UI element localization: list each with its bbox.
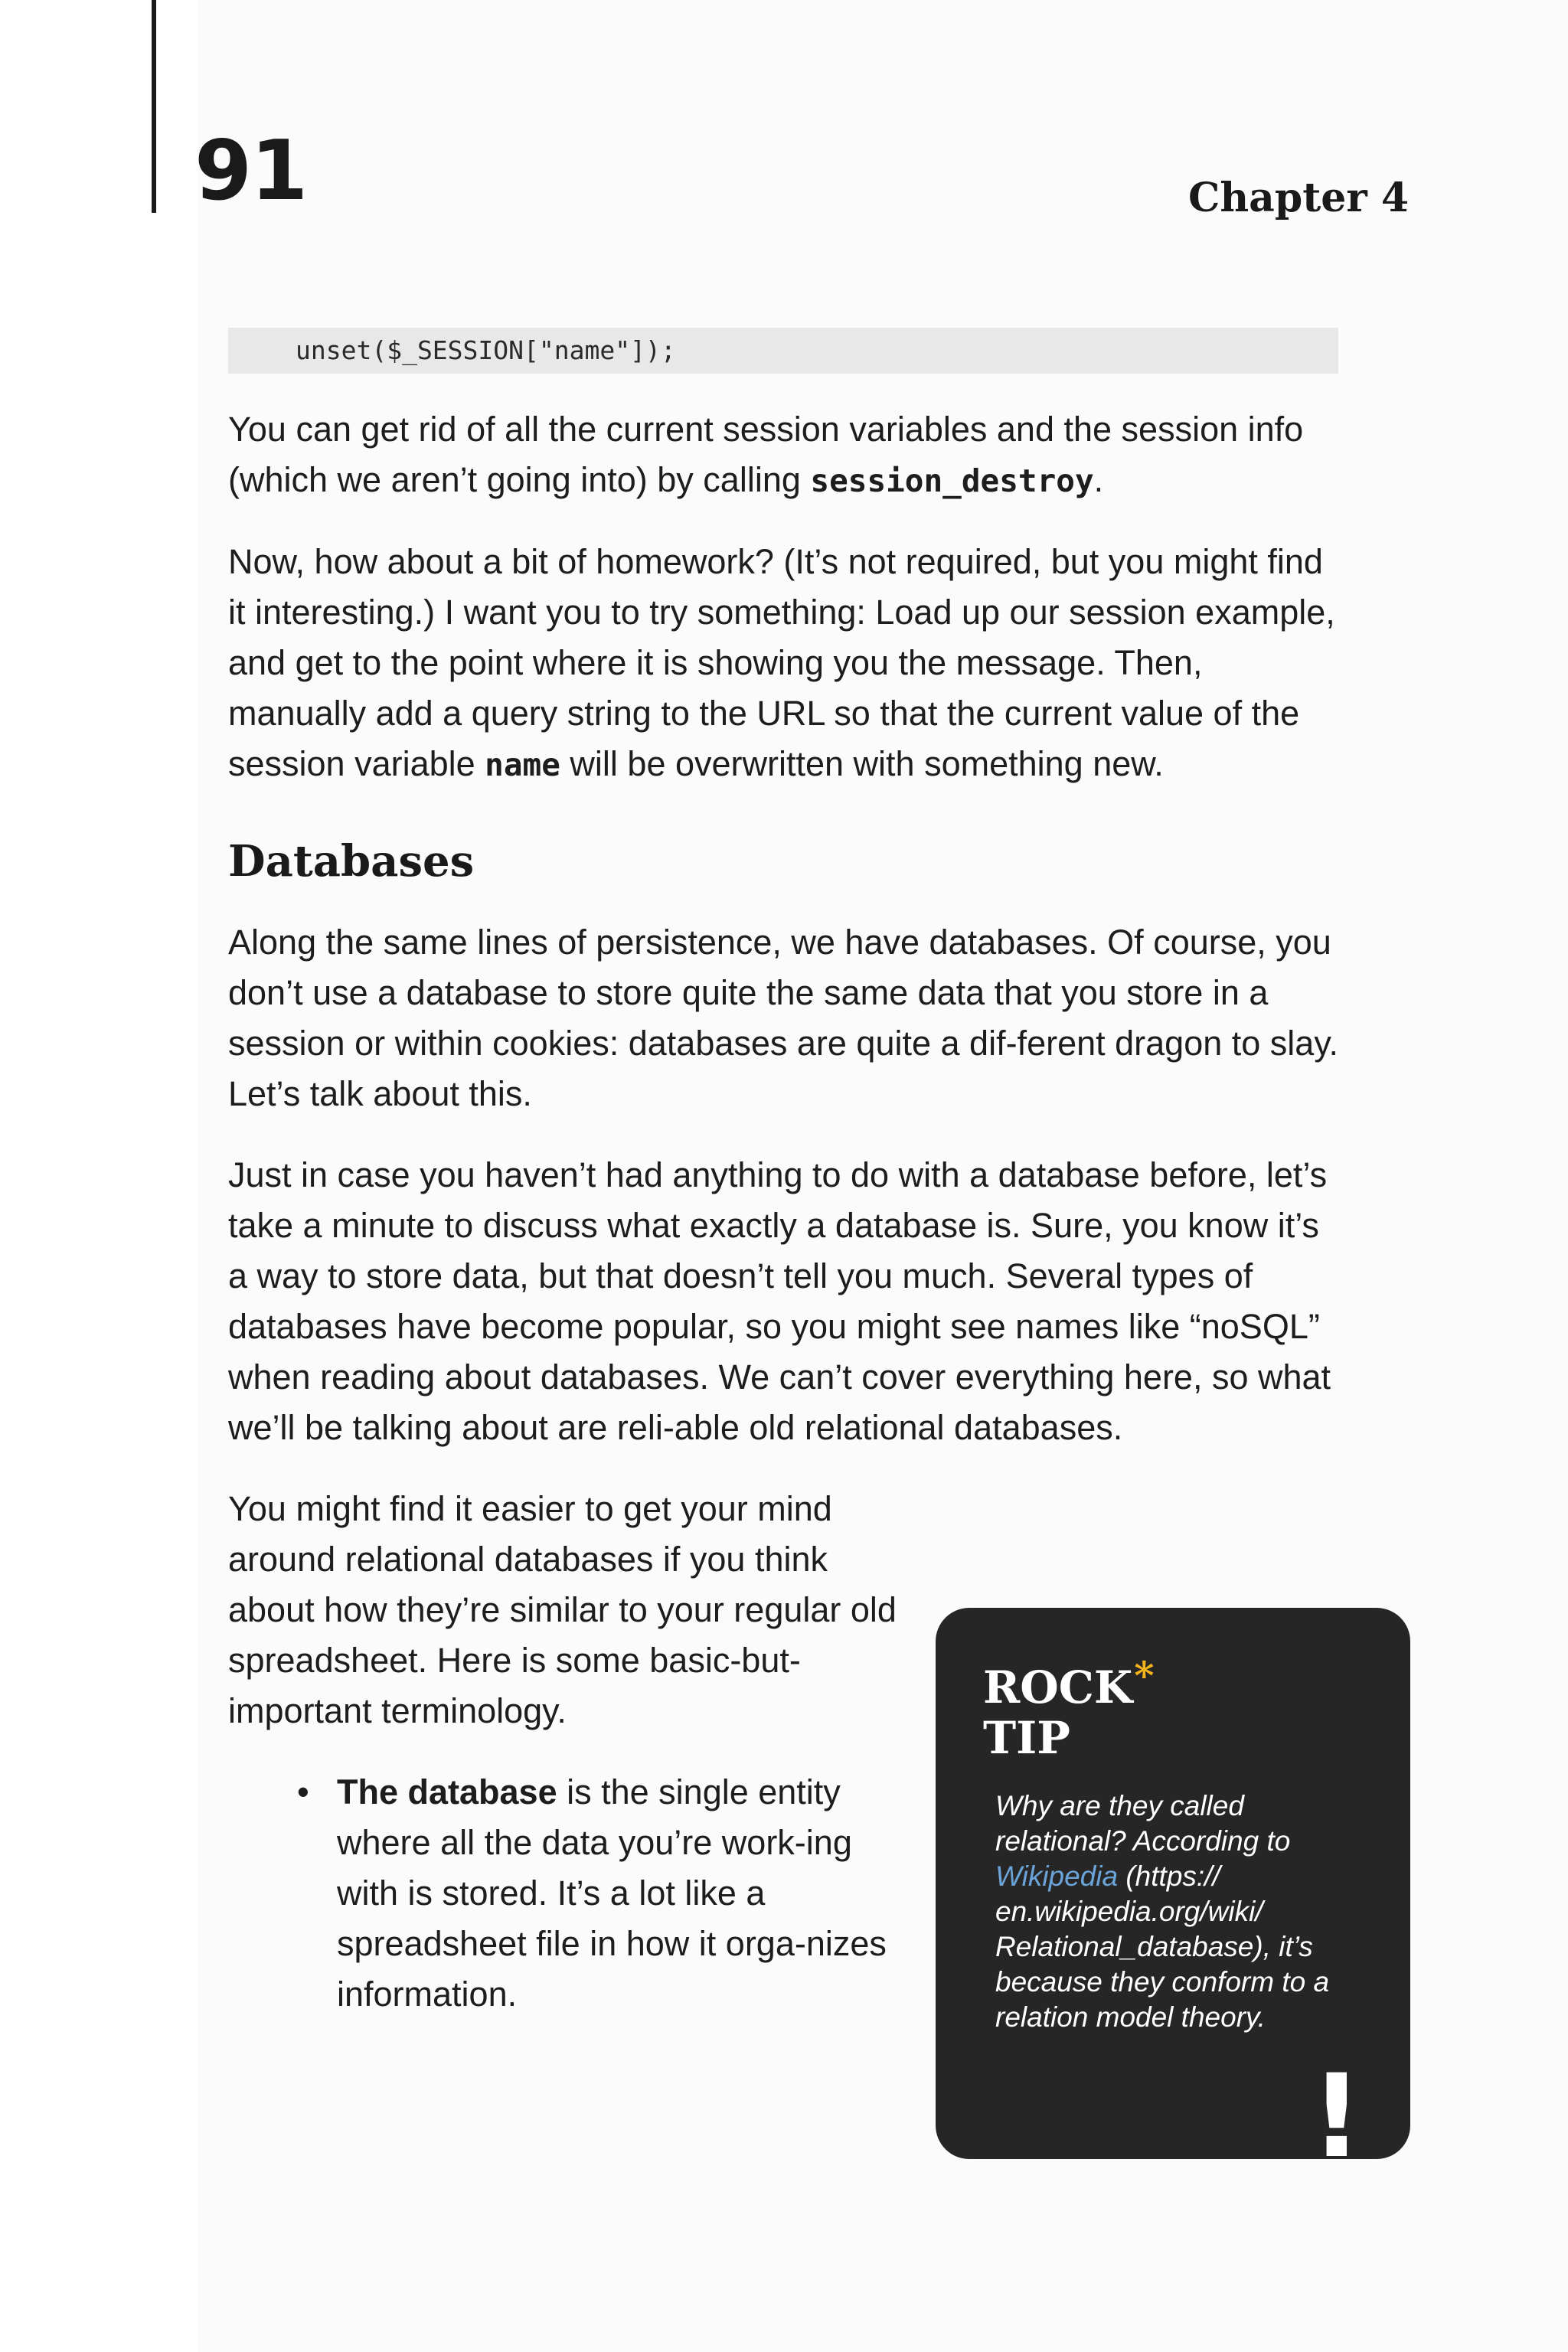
tip-text: (https:// en.wikipedia.org/wiki/ Relational_database), it’s because they conform to a relation model theory. bbox=[995, 1860, 1330, 2033]
code-snippet: unset($_SESSION["name"]); bbox=[228, 328, 1338, 374]
wikipedia-link[interactable]: Wikipedia bbox=[995, 1860, 1119, 1892]
paragraph-homework bbox=[228, 537, 1346, 790]
paragraph-session-destroy bbox=[228, 404, 1346, 506]
exclamation-icon: ! bbox=[1310, 2050, 1363, 2184]
paragraph-what-is-database: Just in case you haven’t had anything to do with a database before, let’s take a minute to discuss what exactly a database is. Sure, you know it’s a way to store data, but that doesn’t tell you much. Several types of databases have become popular, so you might see names like “noSQL” when reading about databases. We can’t cover everything here, so what we’ll be talking about are reli-able old relational databases. bbox=[228, 1155, 1331, 1447]
star-icon: * bbox=[1134, 1653, 1155, 1698]
paragraph-text: will be overwritten with something new. bbox=[560, 744, 1164, 783]
paragraph-text: . bbox=[1093, 460, 1104, 499]
section-heading: Databases bbox=[228, 836, 475, 887]
page-number: 91 bbox=[194, 123, 307, 219]
header-rule bbox=[152, 0, 156, 213]
tip-title bbox=[983, 1651, 1154, 1763]
term-description: is the single entity where all the data you’re work-ing with is stored. It’s a lot like a spreadsheet file in how it orga-nizes information. bbox=[337, 1772, 887, 2014]
list-item bbox=[337, 1767, 902, 2020]
tip-title-rock: ROCK bbox=[983, 1661, 1133, 1713]
inline-code: name bbox=[485, 746, 560, 783]
rock-tip-box bbox=[936, 1608, 1410, 2184]
paragraph-spreadsheet: You might find it easier to get your mind around relational databases if you think about how they’re similar to your regular old spreadsheet. Here is some basic-but-important terminology. bbox=[228, 1489, 897, 1730]
paragraph-text: Now, how about a bit of homework? (It’s not required, but you might find it interesting.) I want you to try something: Load up our session example, and get to the point where it is showing you the message. Then, manually add a query string to the URL so that the current value of the session variable bbox=[228, 542, 1335, 783]
left-column bbox=[228, 1484, 902, 2020]
tip-body bbox=[995, 1788, 1378, 2035]
term: The database bbox=[337, 1772, 557, 1811]
tip-title-tip: TIP bbox=[983, 1712, 1070, 1764]
inline-code: session_destroy bbox=[810, 462, 1094, 499]
chapter-label: Chapter 4 bbox=[1187, 175, 1409, 221]
terminology-list bbox=[228, 1767, 902, 2020]
tip-text: Why are they called relational? According to bbox=[995, 1790, 1291, 1857]
paragraph-text: You can get rid of all the current session variables and the session info (which we aren’t going into) by calling bbox=[228, 410, 1304, 499]
paragraph-persistence: Along the same lines of persistence, we have databases. Of course, you don’t use a database to store quite the same data that you store in a session or within cookies: databases are quite a dif-ferent dragon to slay. Let’s talk about this. bbox=[228, 923, 1338, 1113]
